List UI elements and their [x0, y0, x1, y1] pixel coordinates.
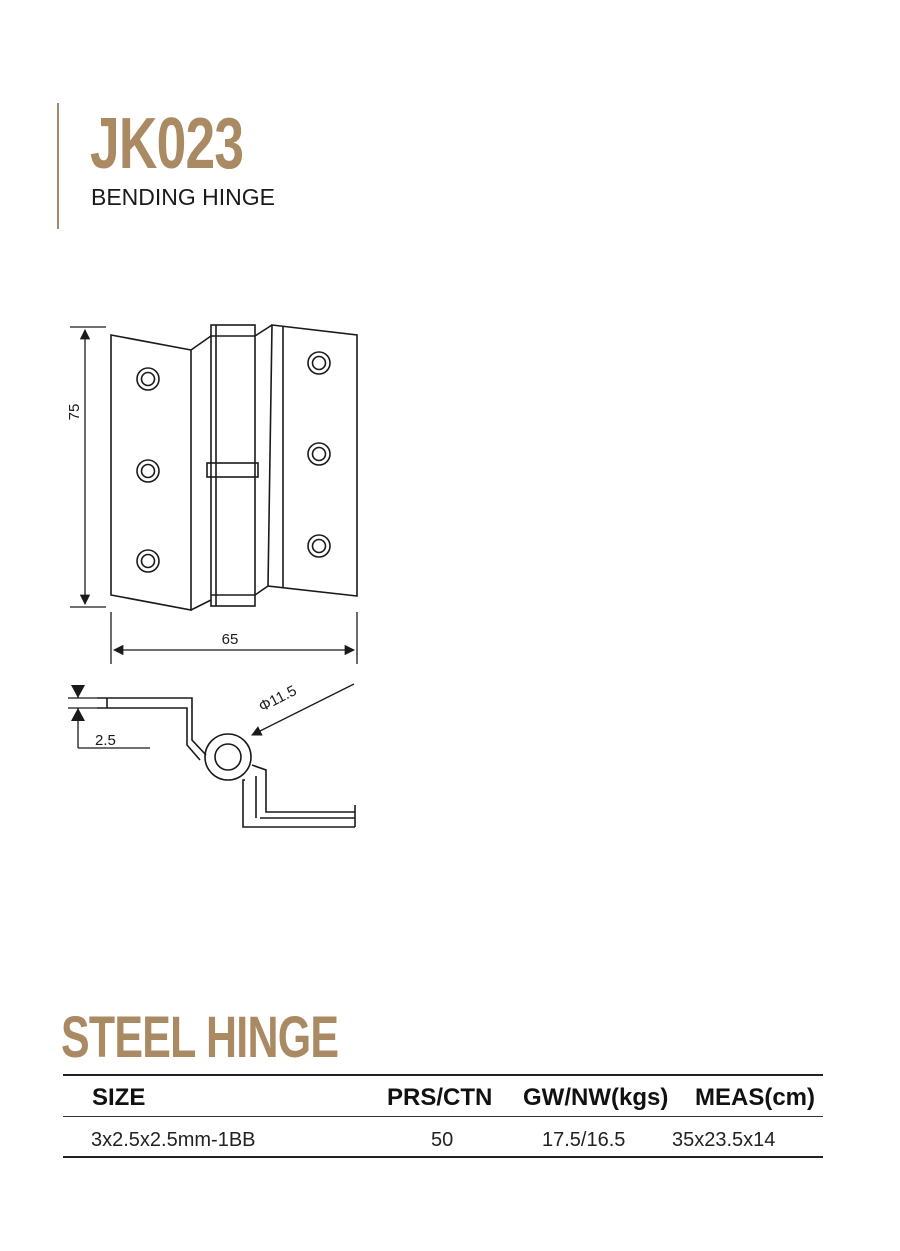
header-gw-nw: GW/NW(kgs) — [523, 1084, 669, 1111]
thickness-dimension-label: 2.5 — [95, 732, 116, 749]
cell-prs-ctn: 50 — [431, 1129, 454, 1151]
table-rule-bottom — [63, 1156, 823, 1158]
screw-hole — [137, 368, 159, 390]
screw-hole — [308, 535, 330, 557]
screw-hole — [137, 550, 159, 572]
hinge-side-view — [97, 698, 355, 827]
height-dimension — [70, 327, 106, 607]
knuckle — [211, 325, 255, 606]
product-name: BENDING HINGE — [91, 184, 276, 210]
screw-hole — [308, 352, 330, 374]
cell-size: 3x2.5x2.5mm-1BB — [91, 1129, 256, 1151]
table-rule-top — [63, 1074, 823, 1076]
header-size: SIZE — [92, 1084, 146, 1111]
header-prs-ctn: PRS/CTN — [387, 1084, 493, 1111]
diameter-dimension-label: Φ11.5 — [256, 682, 300, 716]
width-dimension-label: 65 — [221, 631, 239, 648]
section-title: STEEL HINGE — [61, 1005, 339, 1070]
table-rule-mid — [63, 1116, 823, 1117]
knuckle-section — [205, 734, 251, 780]
screw-hole — [137, 460, 159, 482]
left-leaf — [111, 335, 191, 610]
cell-gw-nw: 17.5/16.5 — [542, 1129, 626, 1151]
cell-meas: 35x23.5x14 — [672, 1129, 776, 1151]
height-dimension-label: 75 — [66, 403, 83, 421]
screw-hole — [308, 443, 330, 465]
model-code: JK023 — [90, 104, 244, 184]
screw-holes — [137, 352, 330, 572]
header-meas: MEAS(cm) — [695, 1084, 816, 1111]
